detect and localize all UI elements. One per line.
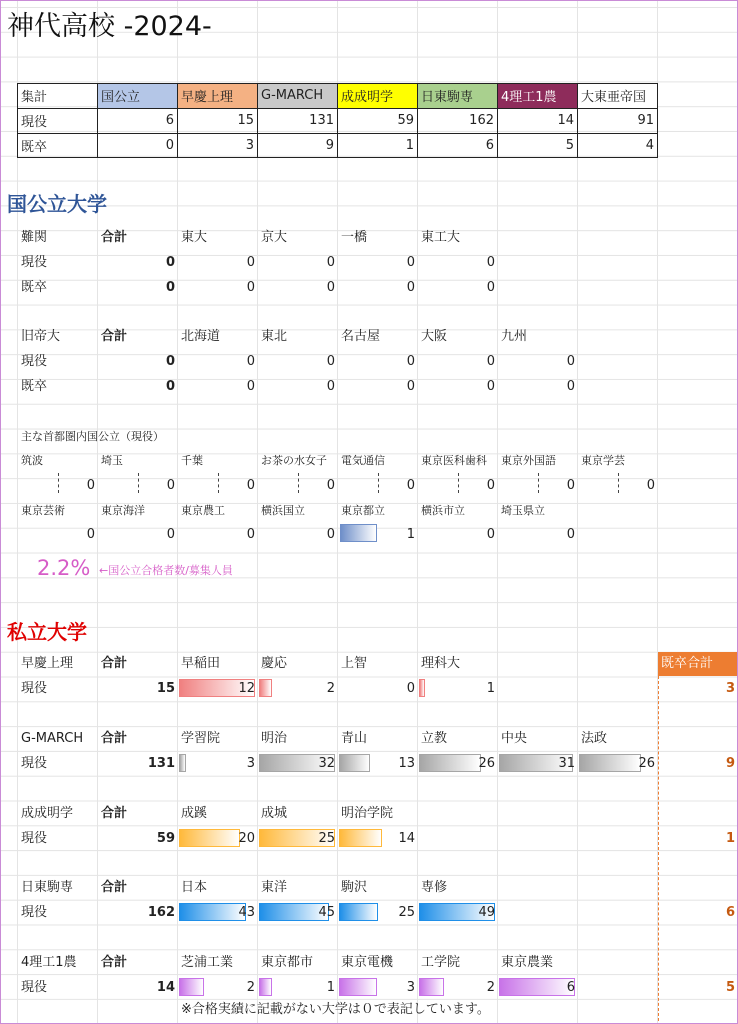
value-cell[interactable]: 20 [238, 831, 255, 846]
graduate-total-cell[interactable]: 3 [725, 681, 735, 696]
value-cell[interactable]: 0 [166, 527, 175, 542]
value-cell[interactable]: 26 [638, 756, 655, 771]
private-group-total-label: 合計 [101, 880, 128, 895]
school-label: 青山 [341, 731, 368, 746]
value-cell[interactable]: 0 [86, 527, 95, 542]
school-label: 工学院 [421, 955, 461, 970]
graduate-total-cell[interactable]: 6 [725, 905, 735, 920]
value-cell[interactable]: 32 [318, 756, 335, 771]
value-cell[interactable]: 0 [646, 478, 655, 493]
school-label: 東京海洋 [101, 504, 145, 517]
summary-cell[interactable]: 162 [418, 108, 498, 133]
summary-cat-0: 国公立 [98, 84, 178, 109]
summary-row-label: 既卒 [18, 133, 98, 158]
private-group-total-label: 合計 [101, 955, 128, 970]
summary-cat-3: 成成明学 [338, 84, 418, 109]
graduate-total-header [658, 652, 737, 676]
school-label: 東京電機 [341, 955, 394, 970]
summary-header-label: 集計 [18, 84, 98, 109]
total-cell[interactable]: 0 [165, 379, 175, 394]
private-group-label: G-MARCH [21, 731, 84, 746]
school-label: 電気通信 [341, 454, 385, 467]
value-cell[interactable]: 0 [406, 681, 415, 696]
value-cell[interactable]: 0 [326, 379, 335, 394]
value-cell[interactable]: 0 [406, 379, 415, 394]
graduate-total-header-label: 既卒合計 [661, 656, 714, 671]
value-cell[interactable]: 0 [406, 478, 415, 493]
value-cell[interactable]: 0 [566, 379, 575, 394]
school-label: 東京医科歯科 [421, 454, 487, 467]
summary-cell[interactable]: 4 [578, 133, 658, 158]
value-cell[interactable]: 25 [318, 831, 335, 846]
summary-row-graduate [18, 133, 658, 158]
row-label-current: 現役 [21, 831, 48, 846]
value-cell[interactable]: 26 [478, 756, 495, 771]
school-label: 東京学芸 [581, 454, 625, 467]
national-group1-total-label: 合計 [101, 230, 128, 245]
value-cell[interactable]: 0 [486, 478, 495, 493]
private-group-total-label: 合計 [101, 731, 128, 746]
school-label: 筑波 [21, 454, 43, 467]
value-cell[interactable]: 0 [566, 527, 575, 542]
national-section-title: 国公立大学 [7, 192, 107, 216]
summary-cell[interactable]: 91 [578, 108, 658, 133]
private-group-total-label: 合計 [101, 656, 128, 671]
school-label: 埼玉 [101, 454, 123, 467]
school-label: 学習院 [181, 731, 221, 746]
school-label: 東洋 [261, 880, 288, 895]
value-cell[interactable]: 0 [406, 354, 415, 369]
school-label: 成城 [261, 806, 288, 821]
summary-cell[interactable]: 3 [178, 133, 258, 158]
graduate-total-cell[interactable]: 9 [725, 756, 735, 771]
summary-cell[interactable]: 6 [418, 133, 498, 158]
value-cell[interactable]: 3 [246, 756, 255, 771]
school-label: 東京都立 [341, 504, 385, 517]
graduate-total-cell[interactable]: 1 [725, 831, 735, 846]
school-label: 芝浦工業 [181, 955, 234, 970]
private-group-label: 成成明学 [21, 806, 74, 821]
school-label: 一橋 [341, 230, 368, 245]
row-label-graduate: 既卒 [21, 379, 48, 394]
value-cell[interactable]: 1 [406, 527, 415, 542]
value-cell[interactable]: 45 [318, 905, 335, 920]
summary-table [17, 83, 658, 158]
total-cell[interactable]: 15 [156, 681, 175, 696]
school-label: 東京都市 [261, 955, 314, 970]
school-label: 中央 [501, 731, 528, 746]
value-cell[interactable]: 0 [326, 527, 335, 542]
national-ratio-note: ←国公立合格者数/募集人員 [99, 564, 233, 577]
school-label: 名古屋 [341, 329, 381, 344]
school-label: 成蹊 [181, 806, 208, 821]
value-cell[interactable]: 0 [486, 379, 495, 394]
value-cell[interactable]: 0 [246, 527, 255, 542]
value-cell[interactable]: 31 [558, 756, 575, 771]
value-cell[interactable]: 0 [486, 255, 495, 270]
value-cell[interactable]: 0 [86, 478, 95, 493]
school-label: 日本 [181, 880, 208, 895]
value-cell[interactable]: 0 [566, 354, 575, 369]
school-label: 東京農工 [181, 504, 225, 517]
school-label: 横浜国立 [261, 504, 305, 517]
summary-cat-4: 日東駒専 [418, 84, 498, 109]
private-section-title: 私立大学 [7, 620, 87, 644]
private-group-label: 4理工1農 [21, 955, 77, 970]
total-cell[interactable]: 59 [156, 831, 175, 846]
school-label: 横浜市立 [421, 504, 465, 517]
school-label: 大阪 [421, 329, 448, 344]
national-ratio: 2.2% [37, 556, 91, 580]
national-group2-label: 旧帝大 [21, 329, 61, 344]
school-label: 埼玉県立 [501, 504, 545, 517]
summary-cat-5: 4理工1農 [498, 84, 578, 109]
value-cell[interactable]: 0 [246, 255, 255, 270]
value-cell[interactable]: 0 [566, 478, 575, 493]
summary-cell[interactable]: 6 [98, 108, 178, 133]
value-cell[interactable]: 14 [398, 831, 415, 846]
summary-row-label: 現役 [18, 108, 98, 133]
row-label-current: 現役 [21, 681, 48, 696]
value-cell[interactable]: 1 [326, 980, 335, 995]
value-cell[interactable]: 3 [406, 980, 415, 995]
private-group-label: 早慶上理 [21, 656, 74, 671]
school-label: 早稲田 [181, 656, 221, 671]
total-cell[interactable]: 131 [147, 756, 175, 771]
school-label: 九州 [501, 329, 528, 344]
school-label: 東京農業 [501, 955, 554, 970]
value-cell[interactable]: 0 [326, 280, 335, 295]
school-label: 東工大 [421, 230, 461, 245]
metro-title: 主な首都圏内国公立（現役） [21, 430, 164, 443]
school-label: 東北 [261, 329, 288, 344]
value-cell[interactable]: 2 [326, 681, 335, 696]
summary-cell[interactable]: 15 [178, 108, 258, 133]
footnote: ※合格実績に記載がない大学は０で表記しています。 [181, 1002, 490, 1017]
row-label-current: 現役 [21, 905, 48, 920]
value-cell[interactable]: 0 [326, 354, 335, 369]
national-group2-total-label: 合計 [101, 329, 128, 344]
school-label: 理科大 [421, 656, 461, 671]
value-cell[interactable]: 49 [478, 905, 495, 920]
total-cell[interactable]: 14 [156, 980, 175, 995]
national-group1-label: 難関 [21, 230, 48, 245]
value-cell[interactable]: 0 [326, 255, 335, 270]
value-cell[interactable]: 2 [246, 980, 255, 995]
value-cell[interactable]: 2 [486, 980, 495, 995]
row-label-current: 現役 [21, 354, 48, 369]
value-cell[interactable]: 0 [486, 354, 495, 369]
value-cell[interactable]: 0 [326, 478, 335, 493]
value-cell[interactable]: 0 [246, 379, 255, 394]
school-label: 千葉 [181, 454, 203, 467]
value-cell[interactable]: 1 [486, 681, 495, 696]
school-label: 北海道 [181, 329, 221, 344]
value-cell[interactable]: 6 [566, 980, 575, 995]
total-cell[interactable]: 0 [165, 354, 175, 369]
sheet-title: 神代高校 -2024- [7, 11, 212, 42]
value-cell[interactable]: 0 [406, 280, 415, 295]
summary-row-current [18, 108, 658, 133]
value-cell[interactable]: 0 [166, 478, 175, 493]
row-label-current: 現役 [21, 980, 48, 995]
school-label: 慶応 [261, 656, 288, 671]
school-label: 法政 [581, 731, 608, 746]
summary-cat-6: 大東亜帝国 [578, 84, 658, 109]
row-label-current: 現役 [21, 255, 48, 270]
school-label: 東京芸術 [21, 504, 65, 517]
school-label: 東京外国語 [501, 454, 556, 467]
summary-cat-2: G-MARCH [258, 84, 338, 109]
summary-cell[interactable]: 59 [338, 108, 418, 133]
row-label-graduate: 既卒 [21, 280, 48, 295]
graduate-total-divider [658, 676, 659, 1021]
total-cell[interactable]: 0 [165, 280, 175, 295]
school-label: 専修 [421, 880, 448, 895]
value-cell[interactable]: 25 [398, 905, 415, 920]
school-label: 上智 [341, 656, 368, 671]
summary-cell[interactable]: 0 [98, 133, 178, 158]
school-label: 京大 [261, 230, 288, 245]
summary-cell[interactable]: 131 [258, 108, 338, 133]
graduate-total-cell[interactable]: 5 [725, 980, 735, 995]
total-cell[interactable]: 0 [165, 255, 175, 270]
value-cell[interactable]: 0 [246, 280, 255, 295]
school-label: 明治 [261, 731, 288, 746]
row-label-current: 現役 [21, 756, 48, 771]
school-label: 東大 [181, 230, 208, 245]
value-cell[interactable]: 13 [398, 756, 415, 771]
summary-header-row [18, 84, 658, 109]
value-cell[interactable]: 0 [246, 354, 255, 369]
summary-cell[interactable]: 1 [338, 133, 418, 158]
summary-cell[interactable]: 9 [258, 133, 338, 158]
value-cell[interactable]: 0 [246, 478, 255, 493]
total-cell[interactable]: 162 [147, 905, 175, 920]
value-cell[interactable]: 12 [238, 681, 255, 696]
summary-cell[interactable]: 14 [498, 108, 578, 133]
summary-cell[interactable]: 5 [498, 133, 578, 158]
school-label: お茶の水女子 [261, 454, 327, 467]
value-cell[interactable]: 0 [486, 527, 495, 542]
value-cell[interactable]: 0 [406, 255, 415, 270]
private-group-label: 日東駒専 [21, 880, 74, 895]
value-cell[interactable]: 0 [486, 280, 495, 295]
summary-cat-1: 早慶上理 [178, 84, 258, 109]
value-cell[interactable]: 43 [238, 905, 255, 920]
school-label: 立教 [421, 731, 448, 746]
school-label: 明治学院 [341, 806, 394, 821]
private-group-total-label: 合計 [101, 806, 128, 821]
school-label: 駒沢 [341, 880, 368, 895]
